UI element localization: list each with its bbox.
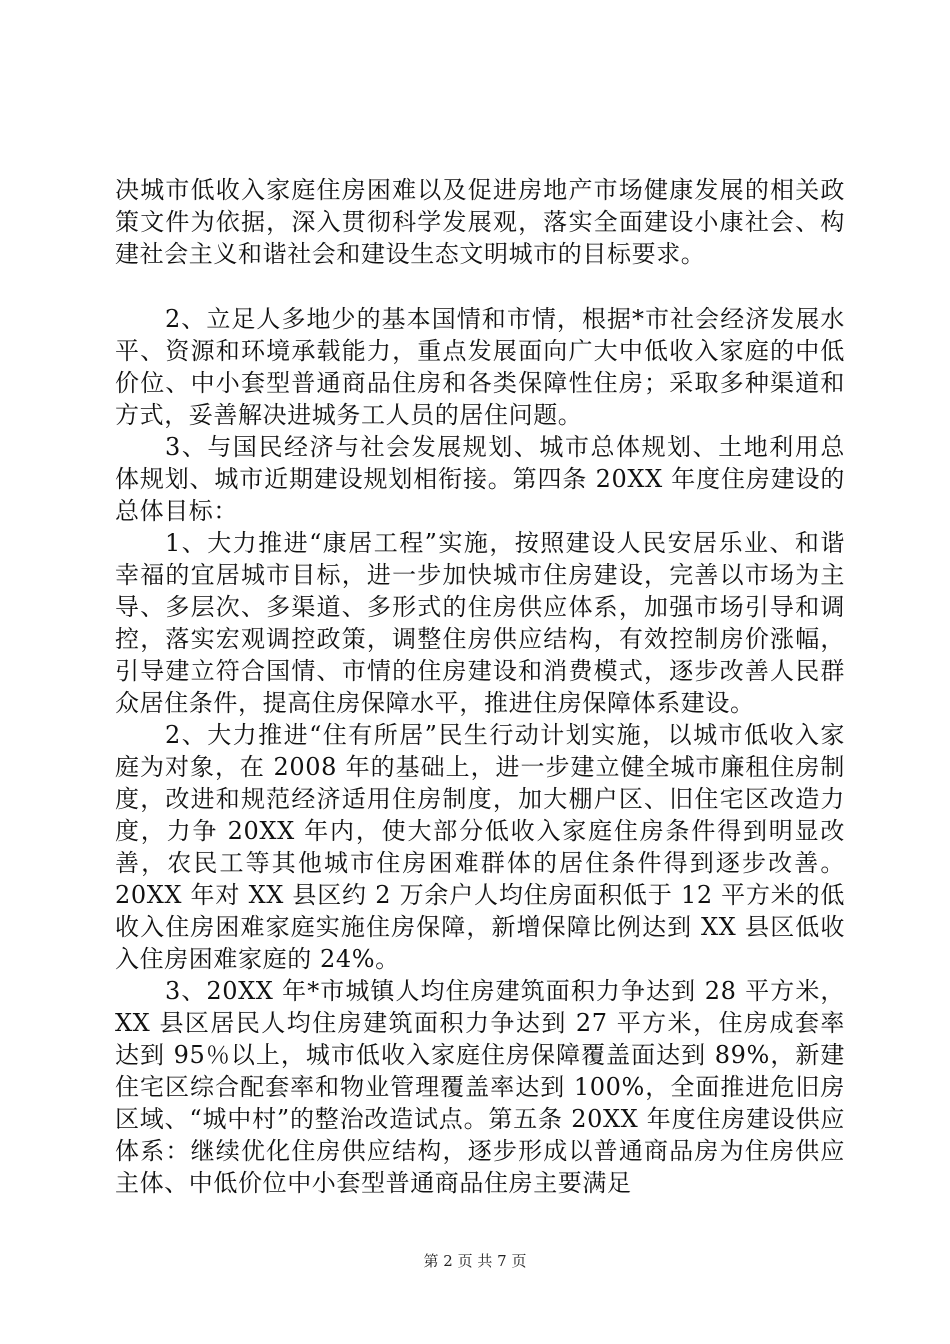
page-number-footer: 第 2 页 共 7 页 (423, 1252, 527, 1270)
paragraph-policy-basis: 决城市低收入家庭住房困难以及促进房地产市场健康发展的相关政策文件为依据，深入贯彻科学发展观，落实全面建设小康社会、构建社会主义和谐社会和建设生态文明城市的目标要求。 (115, 176, 845, 268)
paragraph-principle-3: 3、与国民经济与社会发展规划、城市总体规划、土地利用总体规划、城市近期建设规划相衔接。第四条 20XX 年度住房建设的总体目标： (115, 433, 845, 525)
document-body (115, 174, 845, 1199)
paragraph-goal-2: 2、大力推进“住有所居”民生行动计划实施，以城市低收入家庭为对象，在 2008 年的基础上，进一步建立健全城市廉租住房制度，改进和规范经济适用住房制度，加大棚户区、旧住宅区改造力度，力争 20XX 年内，使大部分低收入家庭住房条件得到明显改善，农民工等其他城市住房困难群体的居住条件得到逐步改善。20XX 年对 XX 县区约 2 万余户人均住房面积低于 12 平方米的低收入住房困难家庭实施住房保障，新增保障比例达到 XX 县区低收入住房困难家庭的 24%。 (115, 721, 845, 973)
paragraph-goal-3: 3、20XX 年*市城镇人均住房建筑面积力争达到 28 平方米，XX 县区居民人均住房建筑面积力争达到 27 平方米，住房成套率达到 95％以上，城市低收入家庭住房保障覆盖面达到 89%，新建住宅区综合配套率和物业管理覆盖率达到 100%，全面推进危旧房区域、“城中村”的整治改造试点。第五条 20XX 年度住房建设供应体系：继续优化住房供应结构，逐步形成以普通商品房为住房供应主体、中低价位中小套型普通商品住房主要满足 (115, 977, 845, 1197)
paragraph-principle-2: 2、立足人多地少的基本国情和市情，根据*市社会经济发展水平、资源和环境承载能力，重点发展面向广大中低收入家庭的中低价位、中小套型普通商品住房和各类保障性住房；采取多种渠道和方式，妥善解决进城务工人员的居住问题。 (115, 305, 845, 429)
paragraph-goal-1: 1、大力推进“康居工程”实施，按照建设人民安居乐业、和谐幸福的宜居城市目标，进一步加快城市住房建设，完善以市场为主导、多层次、多渠道、多形式的住房供应体系，加强市场引导和调控，落实宏观调控政策，调整住房供应结构，有效控制房价涨幅，引导建立符合国情、市情的住房建设和消费模式，逐步改善人民群众居住条件，提高住房保障水平，推进住房保障体系建设。 (115, 529, 845, 717)
